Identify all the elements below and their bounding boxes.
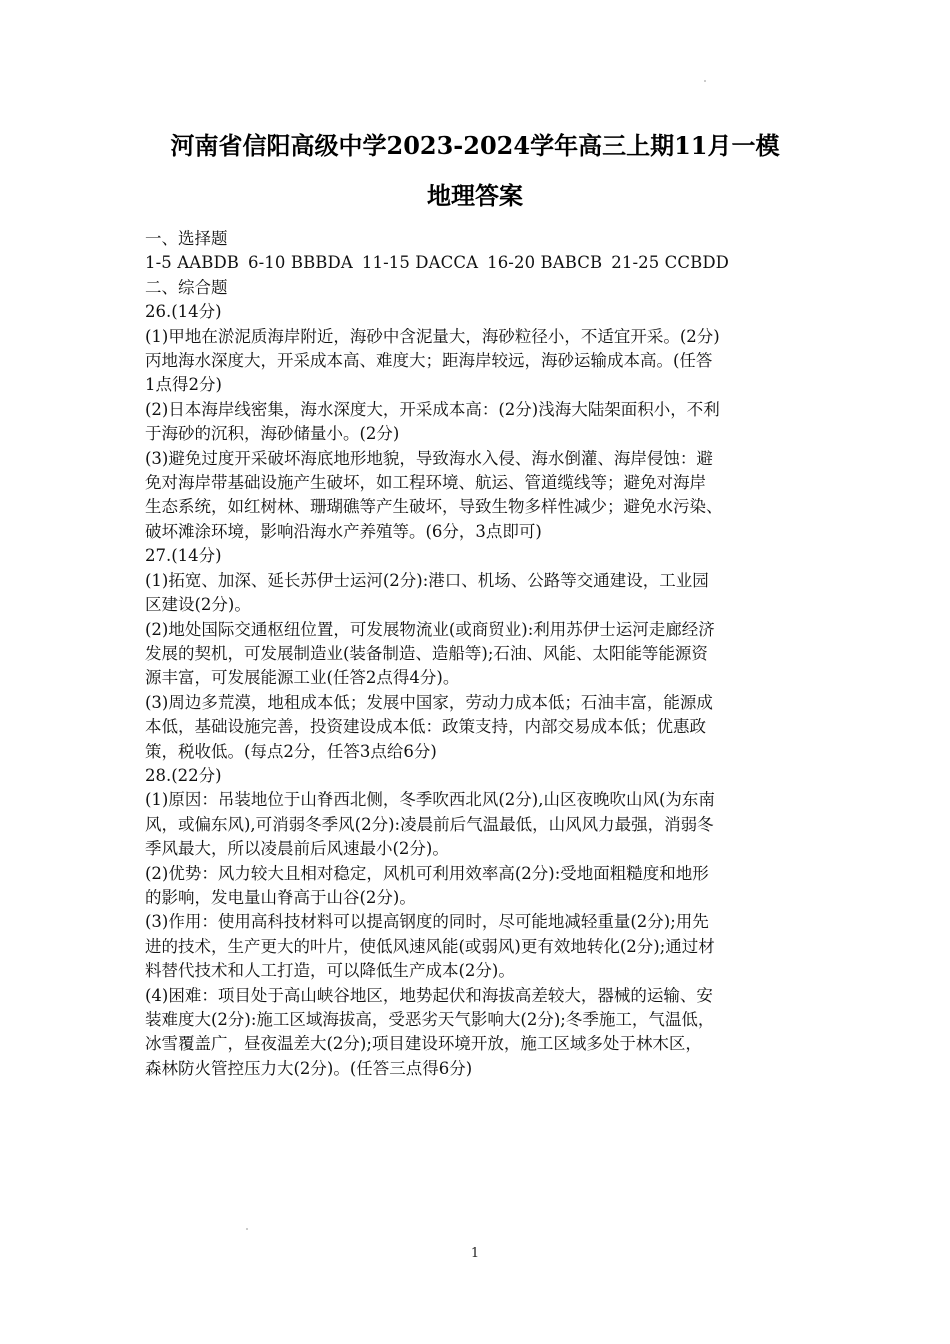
scan-dot <box>246 1228 248 1230</box>
document-subtitle: 地理答案 <box>427 181 523 210</box>
answer-line: 源丰富，可发展能源工业(任答2点得4分)。 <box>145 668 460 688</box>
answer-line: 森林防火管控压力大(2分)。(任答三点得6分) <box>145 1058 473 1078</box>
answer-line: 发展的契机，可发展制造业(装备制造、造船等);石油、风能、太阳能等能源资 <box>145 643 708 663</box>
answer-line: 季风最大，所以凌晨前后风速最小(2分)。 <box>145 839 449 859</box>
answer-line: 料替代技术和人工打造，可以降低生产成本(2分)。 <box>145 961 515 981</box>
answer-line: 进的技术，生产更大的叶片，使低风速风能(或弱风)更有效地转化(2分);通过材 <box>145 936 715 956</box>
answer-line: 破坏滩涂环境，影响沿海水产养殖等。(6分，3点即可) <box>145 521 542 541</box>
scan-dot <box>704 80 706 82</box>
section-heading-comprehensive: 二、综合题 <box>145 277 228 297</box>
question-heading: 26.(14分) <box>145 302 222 322</box>
section-heading-choice: 一、选择题 <box>145 229 228 248</box>
answer-group: 1-5 AABDB <box>145 253 240 273</box>
answer-line: 1点得2分) <box>145 375 222 395</box>
answer-line: 生态系统，如红树林、珊瑚礁等产生破坏，导致生物多样性减少；避免水污染、 <box>145 497 723 517</box>
answer-line: 免对海岸带基础设施产生破坏，如工程环境、航运、管道缆线等；避免对海岸 <box>145 473 706 493</box>
question-heading: 27.(14分) <box>145 546 222 566</box>
answer-line: 装难度大(2分):施工区域海拔高，受恶劣天气影响大(2分);冬季施工，气温低， <box>145 1010 715 1029</box>
answer-line: 本低，基础设施完善，投资建设成本低：政策支持，内部交易成本低；优惠政 <box>145 717 706 737</box>
title-block <box>0 132 950 210</box>
answer-line: (3)作用：使用高科技材料可以提高钢度的同时，尽可能地减轻重量(2分);用先 <box>145 912 709 932</box>
answer-content <box>145 227 817 1081</box>
answer-line: 的影响，发电量山脊高于山谷(2分)。 <box>145 887 416 907</box>
answer-group: 6-10 BBBDA <box>248 253 353 273</box>
answer-line: (3)周边多荒漠，地租成本低；发展中国家，劳动力成本低；石油丰富，能源成 <box>145 692 713 712</box>
answer-line: 丙地海水深度大，开采成本高、难度大；距海岸较远，海砂运输成本高。(任答 <box>145 351 713 371</box>
answer-line: 于海砂的沉积，海砂储量小。(2分) <box>145 424 400 444</box>
answer-line: 策，税收低。(每点2分，任答3点给6分) <box>145 741 437 761</box>
answer-line: (4)困难：项目处于高山峡谷地区，地势起伏和海拔高差较大，器械的运输、安 <box>145 985 713 1005</box>
answer-group: 21-25 CCBDD <box>611 253 729 273</box>
answer-line: (1)拓宽、加深、延长苏伊士运河(2分):港口、机场、公路等交通建设，工业园 <box>145 570 709 590</box>
answer-group: 16-20 BABCB <box>487 253 603 273</box>
answer-line: (1)原因：吊装地位于山脊西北侧，冬季吹西北风(2分),山区夜晚吹山风(为东南 <box>145 790 715 810</box>
answer-line: 风，或偏东风),可消弱冬季风(2分):凌晨前后气温最低，山风风力最强，消弱冬 <box>145 814 714 834</box>
answer-line: (2)地处国际交通枢纽位置，可发展物流业(或商贸业):利用苏伊士运河走廊经济 <box>145 619 715 639</box>
answer-line: 区建设(2分)。 <box>145 595 251 615</box>
answer-group: 11-15 DACCA <box>361 253 479 273</box>
document-title: 河南省信阳高级中学2023-2024学年高三上期11月一模 <box>170 131 780 160</box>
page-number: 1 <box>470 1246 480 1261</box>
answer-line: (1)甲地在淤泥质海岸附近，海砂中含泥量大，海砂粒径小，不适宜开采。(2分) <box>145 326 720 346</box>
choice-answers <box>145 251 817 275</box>
answer-line: 冰雪覆盖广，昼夜温差大(2分);项目建设环境开放，施工区域多处于林木区， <box>145 1034 702 1054</box>
question-heading: 28.(22分) <box>145 765 222 785</box>
answer-line: (3)避免过度开采破坏海底地形地貌，导致海水入侵、海水倒灌、海岸侵蚀：避 <box>145 448 713 468</box>
answer-line: (2)日本海岸线密集，海水深度大，开采成本高：(2分)浅海大陆架面积小，不利 <box>145 399 720 419</box>
answer-line: (2)优势：风力较大且相对稳定，风机可利用效率高(2分):受地面粗糙度和地形 <box>145 863 709 883</box>
